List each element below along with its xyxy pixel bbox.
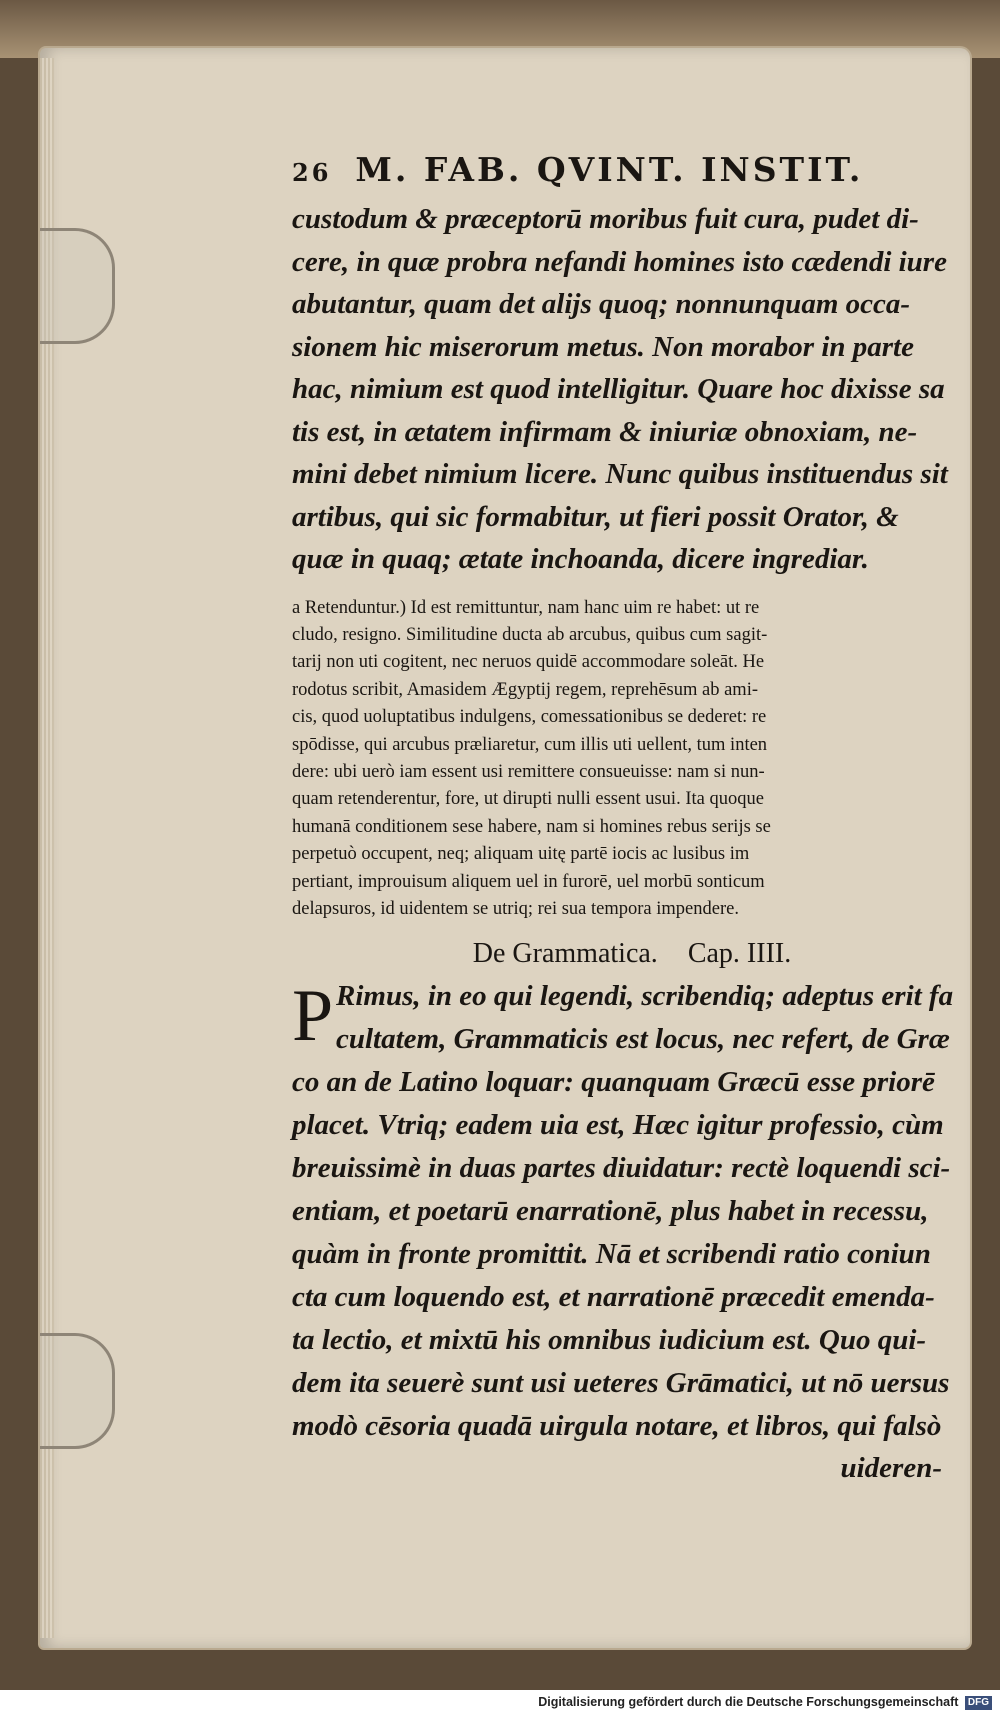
note-line: humanā conditionem sese habere, nam si homines rebus serijs se <box>292 816 771 837</box>
text-line: artibus, qui sic formabitur, ut fieri possit Orator, & <box>292 500 899 533</box>
note-line: cludo, resigno. Similitudine ducta ab arcubus, quibus cum sagit- <box>292 624 768 645</box>
text-line: placet. Vtriq; eadem uia est, Hæc igitur professio, cùm <box>292 1109 944 1142</box>
text-line: dem ita seuerè sunt usi ueteres Grāmatici, ut nō uersus <box>292 1367 950 1400</box>
text-line: abutantur, quam det alijs quoq; nonnunquam occa- <box>292 288 911 320</box>
text-line: entiam, et poetarū enarrationē, plus habet in recessu, <box>292 1195 929 1228</box>
text-line: hac, nimium est quod intelligitur. Quare hoc dixisse sa <box>292 373 945 405</box>
chapter-number: Cap. IIII. <box>687 938 792 970</box>
footer-credit: Digitalisierung gefördert durch die Deutsche Forschungsgemeinschaft <box>538 1695 959 1709</box>
note-line: perpetuò occupent, neq; aliquam uitę partē iocis ac lusibus im <box>292 844 750 865</box>
note-line: delapsuros, id uidentem se utriq; rei sua tempora impendere. <box>292 898 739 919</box>
note-line: tarij non uti cogitent, nec neruos quidē accommodare soleāt. He <box>292 652 765 673</box>
running-title: M. FAB. QVINT. INSTIT. <box>355 150 864 189</box>
text-line: cultatem, Grammaticis est locus, nec refert, de Græ <box>336 1023 950 1056</box>
dfg-logo: DFG <box>965 1696 992 1710</box>
page-clip-top <box>40 228 115 344</box>
page-clip-bottom <box>40 1333 115 1449</box>
text-line: mini debet nimium licere. Nunc quibus instituendus sit <box>292 458 948 490</box>
page-number: 26 <box>292 158 332 187</box>
digitization-footer <box>0 1690 1000 1714</box>
running-head <box>292 150 972 198</box>
text-line: modò cēsoria quadā uirgula notare, et libros, qui falsò <box>292 1410 942 1443</box>
note-line: pertiant, improuisum aliquem uel in furorē, uel morbū sonticum <box>292 871 765 892</box>
text-line: Rimus, in eo qui legendi, scribendiq; adeptus erit fa <box>336 980 954 1013</box>
text-line: quàm in fronte promittit. Nā et scribendi ratio coniun <box>292 1238 931 1271</box>
note-line: a Retenduntur.) Id est remittuntur, nam hanc uim re habet: ut re <box>292 597 760 618</box>
note-line: cis, quod uoluptatibus indulgens, comessationibus se dederet: re <box>292 707 767 728</box>
commentary-notes <box>292 595 972 924</box>
chapter-heading <box>292 933 972 975</box>
text-line: tis est, in ætatem infirmam & iniuriæ obnoxiam, ne- <box>292 415 918 448</box>
drop-capital: P <box>292 975 334 1058</box>
text-line: cere, in quæ probra nefandi homines isto cædendi iure <box>292 245 947 278</box>
text-line: ta lectio, et mixtū his omnibus iudicium est. Quo qui- <box>292 1324 927 1357</box>
note-line: dere: ubi uerò iam essent usi remittere consueuisse: nam si nun- <box>292 761 765 782</box>
text-block <box>292 150 972 1488</box>
chapter-title: De Grammatica. <box>472 938 658 970</box>
main-text <box>292 198 972 581</box>
text-line: breuissimè in duas partes diuidatur: rectè loquendi sci- <box>292 1152 951 1185</box>
text-line: sionem hic miserorum metus. Non morabor in parte <box>292 330 914 363</box>
note-line: spōdisse, qui arcubus præliaretur, cum illis uti uellent, tum inten <box>292 734 768 755</box>
text-line: co an de Latino loquar: quanquam Græcū esse priorē <box>292 1066 935 1099</box>
note-line: quam retenderentur, fore, ut dirupti nulli essent usui. Ita quoque <box>292 789 764 810</box>
text-line: cta cum loquendo est, et narrationē præcedit emenda- <box>292 1281 935 1314</box>
chapter-text <box>292 975 972 1448</box>
catchword: uideren- <box>840 1452 942 1485</box>
text-line: quæ in quaq; ætate inchoanda, dicere ingrediar. <box>292 543 869 575</box>
note-line: rodotus scribit, Amasidem Ægyptij regem, reprehēsum ab ami- <box>292 679 758 700</box>
text-line: custodum & præceptorū moribus fuit cura, pudet di- <box>292 203 919 235</box>
